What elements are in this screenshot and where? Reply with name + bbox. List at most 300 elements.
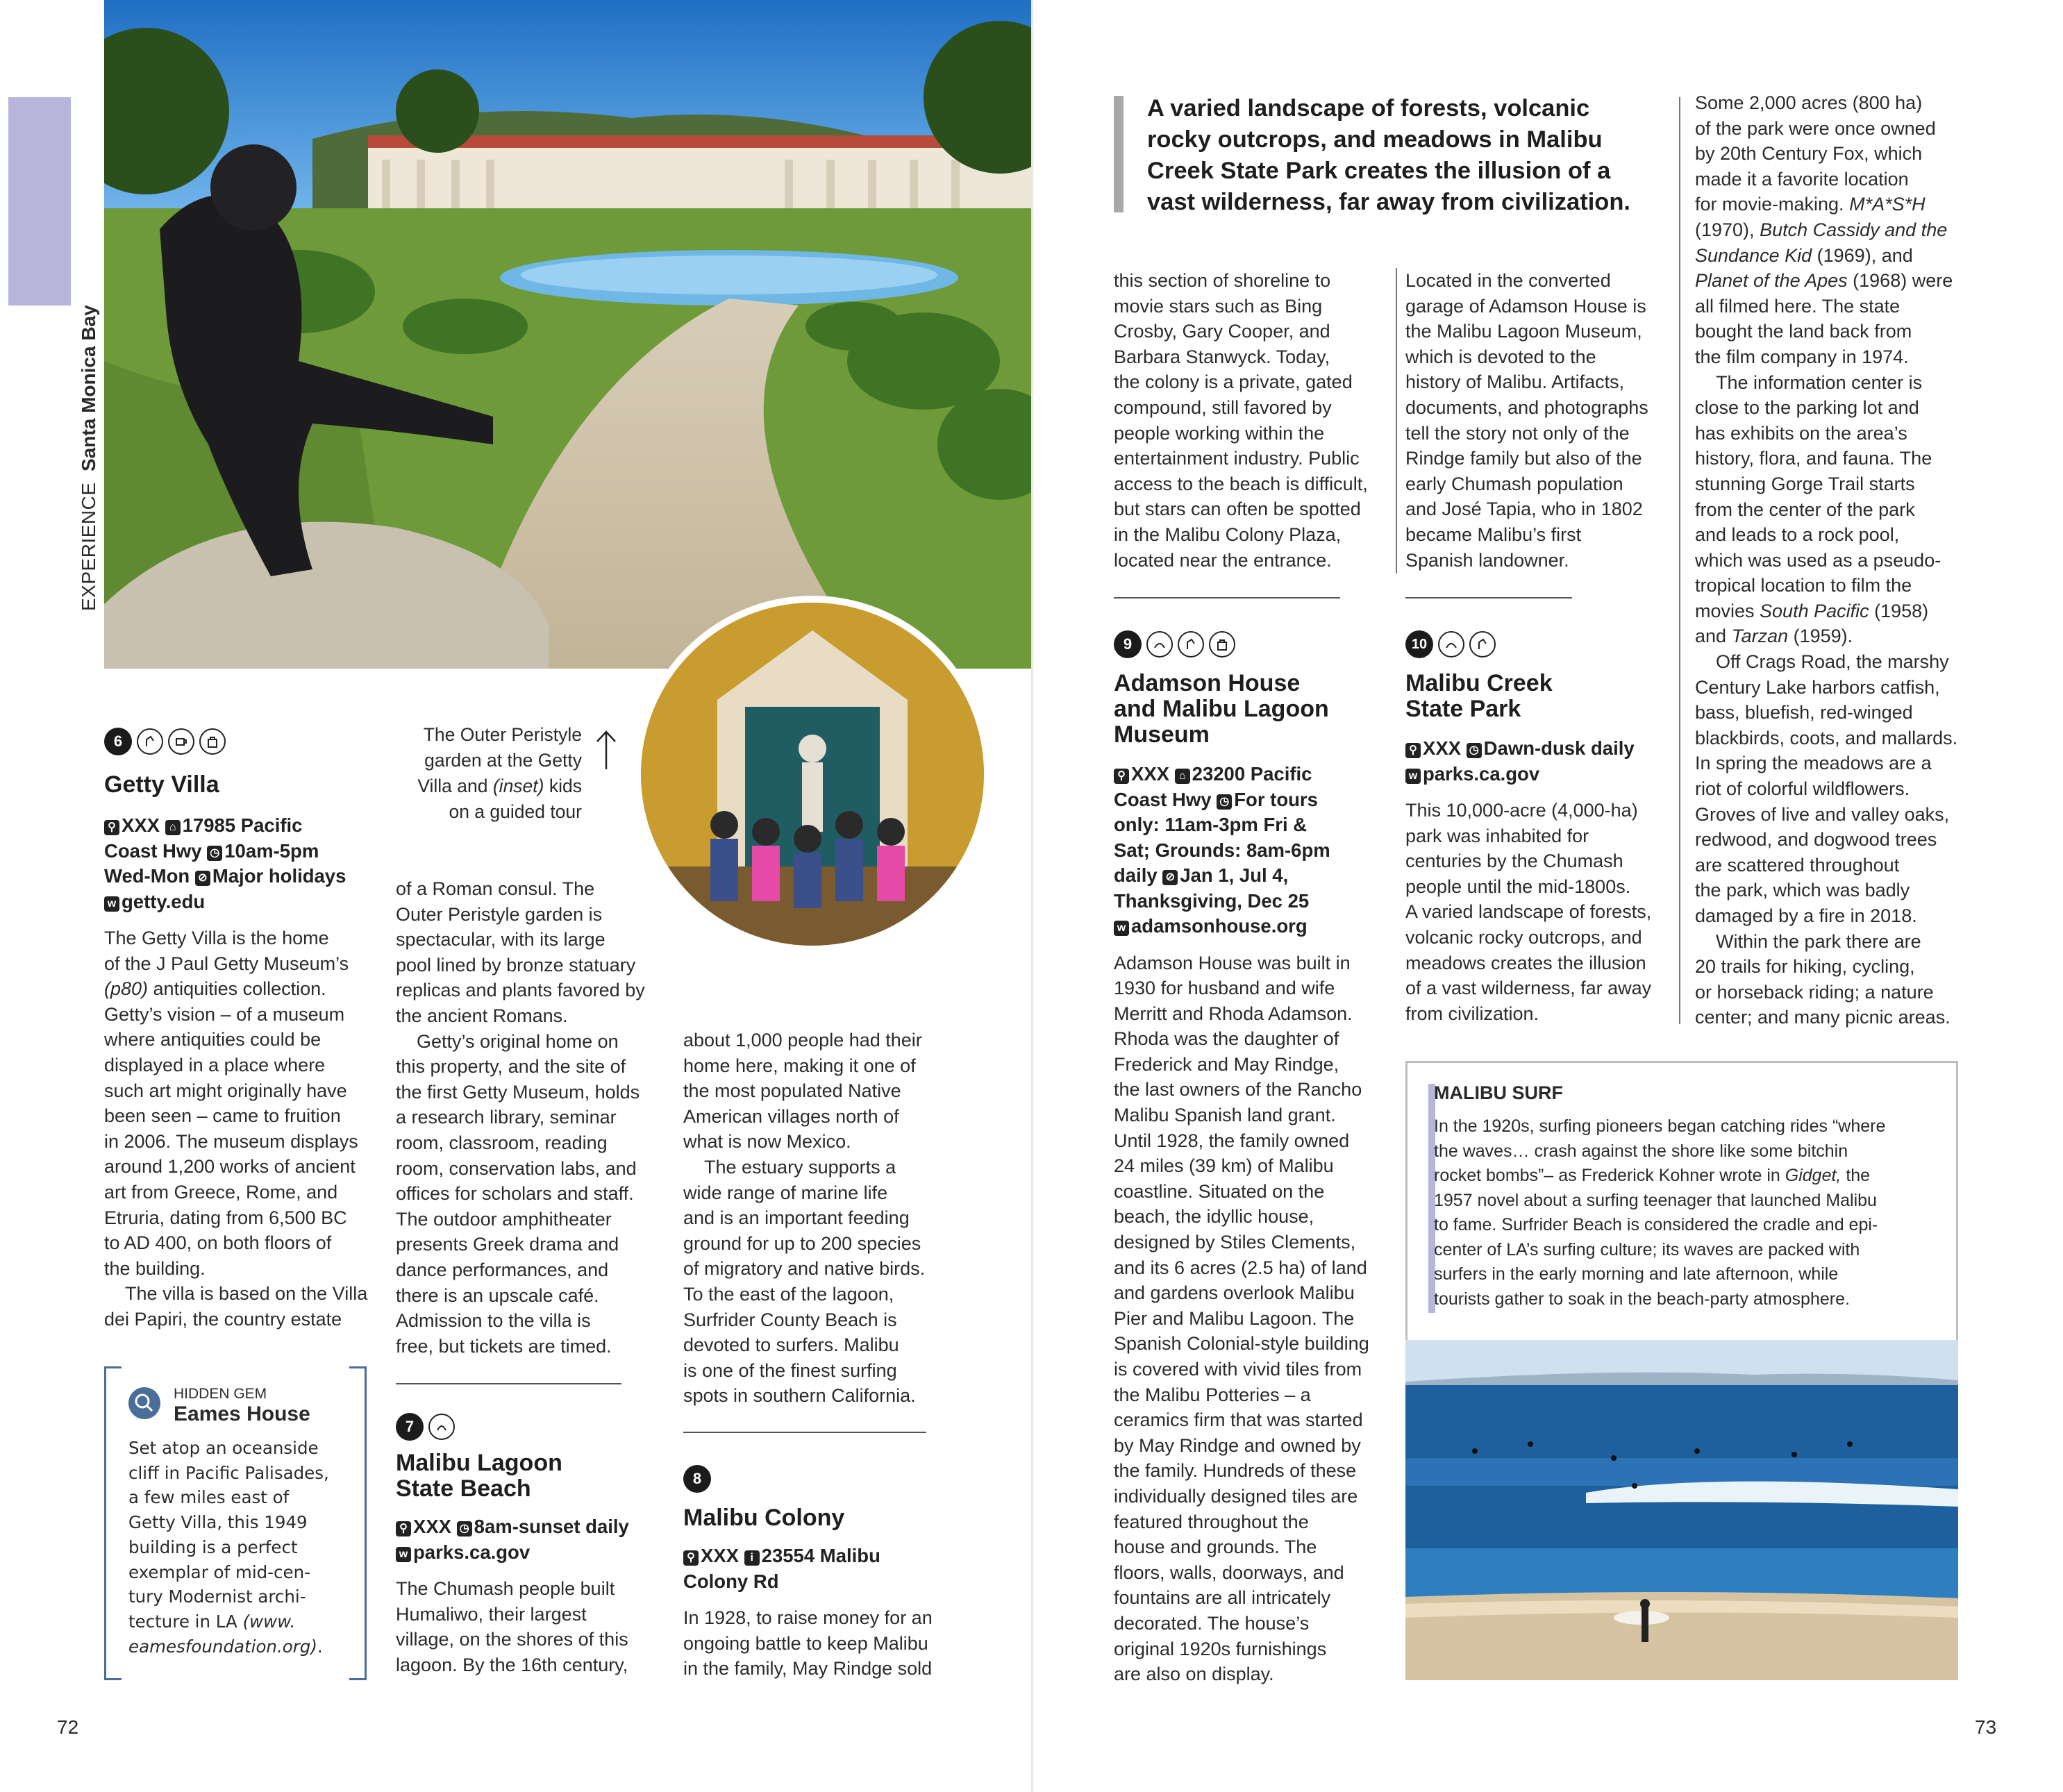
website-link[interactable]: getty.edu bbox=[122, 890, 206, 912]
text-line: Etruria, dating from 6,500 BC bbox=[104, 1207, 347, 1228]
text-line: ceramics firm that was started bbox=[1114, 1409, 1363, 1431]
text-line: tourists gather to soak in the beach-party atmosphere. bbox=[1434, 1289, 1850, 1309]
text-line: cliff in Pacific Palisades, bbox=[128, 1462, 329, 1483]
surf-photo bbox=[1405, 1340, 1958, 1680]
text-line: is covered with vivid tiles from bbox=[1114, 1359, 1362, 1380]
text-line: Groves of live and valley oaks, bbox=[1695, 803, 1950, 825]
map-ref: XXX bbox=[701, 1545, 740, 1566]
getty-body bbox=[104, 926, 368, 1332]
shop-icon bbox=[199, 728, 226, 755]
text-line: Century Lake harbors catfish, bbox=[1695, 676, 1940, 698]
paragraph bbox=[683, 1028, 961, 1155]
text-line: the film company in 1974. bbox=[1695, 346, 1909, 367]
text-line: tell the story not only of the bbox=[1405, 422, 1630, 444]
text-line: center; and many picnic areas. bbox=[1695, 1007, 1951, 1028]
running-head bbox=[74, 194, 104, 611]
text-line: are also on display. bbox=[1114, 1664, 1274, 1685]
map-ref: XXX bbox=[1131, 763, 1170, 785]
text-line: (1959). bbox=[1788, 626, 1853, 647]
hidden-gem-text bbox=[128, 1436, 358, 1659]
text-line: meadows creates the illusion bbox=[1405, 952, 1646, 973]
text-line: lagoon. By the 16th century, bbox=[396, 1654, 628, 1675]
running-head-chapter: Santa Monica Bay bbox=[78, 305, 99, 471]
text-line: this property, and the site of bbox=[396, 1056, 626, 1078]
text-line: rocket bombs”– as Frederick Kohner wrote in bbox=[1434, 1166, 1785, 1185]
quote-line: Creek State Park creates the illusion of a bbox=[1147, 158, 1611, 184]
creek-body-continued bbox=[1695, 90, 2001, 1030]
info-line bbox=[1114, 914, 1405, 939]
text-line: located near the entrance. bbox=[1114, 549, 1332, 571]
text-line: 20 trails for hiking, cycling, bbox=[1695, 956, 1915, 978]
text-line: the building. bbox=[104, 1257, 206, 1279]
paragraph bbox=[104, 1281, 368, 1332]
surf-box-title: MALIBU SURF bbox=[1434, 1082, 1563, 1103]
cafe-icon bbox=[168, 728, 194, 755]
map-pin-icon: ⚲ bbox=[683, 1550, 699, 1566]
text-line: stunning Gorge Trail starts bbox=[1695, 473, 1915, 494]
text-line: park was inhabited for bbox=[1405, 825, 1589, 846]
hours: daily bbox=[1114, 864, 1158, 886]
text-line: Set atop an oceanside bbox=[128, 1438, 319, 1458]
text-line: about 1,000 people had their bbox=[683, 1030, 922, 1050]
paragraph bbox=[683, 1155, 961, 1409]
text-line: . bbox=[317, 1636, 323, 1657]
web-icon: w bbox=[104, 896, 119, 912]
text-line: In 1928, to raise money for an bbox=[683, 1607, 933, 1628]
sight-number: 7 bbox=[396, 1413, 424, 1441]
text-line: ground for up to 200 species bbox=[683, 1232, 921, 1254]
website-link[interactable]: adamsonhouse.org bbox=[1131, 915, 1308, 937]
text-line: 1930 for husband and wife bbox=[1114, 978, 1335, 999]
text-line: Tarzan bbox=[1731, 626, 1789, 647]
text-line: bass, bluefish, red-winged bbox=[1695, 702, 1913, 723]
web-icon: w bbox=[1405, 769, 1421, 784]
text-line: the Malibu Lagoon Museum, bbox=[1405, 321, 1642, 342]
text-line: from the center of the park bbox=[1695, 499, 1915, 520]
divider bbox=[396, 1383, 621, 1384]
info-line bbox=[683, 1543, 961, 1569]
text-line: but stars can often be spotted bbox=[1114, 499, 1361, 520]
text-line: been seen – came to fruition bbox=[104, 1105, 341, 1127]
url-link: eamesfoundation.org) bbox=[128, 1636, 317, 1657]
hours: Dawn-dusk daily bbox=[1483, 737, 1635, 759]
text-line: early Chumash population bbox=[1405, 473, 1623, 494]
info-line bbox=[104, 839, 368, 864]
text-line: 1957 novel about a surfing teenager that launched Malibu bbox=[1434, 1190, 1877, 1210]
text-line: Frederick and May Rindge, bbox=[1114, 1053, 1339, 1075]
text-line: has exhibits on the area’s bbox=[1695, 422, 1907, 444]
sight-icon-row bbox=[104, 728, 368, 755]
getty-body-continued bbox=[396, 876, 667, 1359]
hours: For tours bbox=[1234, 788, 1318, 810]
getty-villa-illustration bbox=[104, 0, 1032, 669]
lagoon-body-continued bbox=[683, 1028, 961, 1409]
sight-info bbox=[104, 813, 368, 914]
title-line: State Park bbox=[1405, 696, 1521, 722]
colony-body bbox=[683, 1605, 961, 1682]
quote-line: A varied landscape of forests, volcanic bbox=[1147, 95, 1590, 122]
sight-number: 10 bbox=[1405, 630, 1433, 658]
text-line: the Malibu Potteries – a bbox=[1114, 1384, 1311, 1405]
title-line: State Beach bbox=[396, 1475, 531, 1502]
family-icon bbox=[137, 728, 163, 755]
title-line: Malibu Lagoon bbox=[396, 1450, 562, 1476]
text-line: Butch Cassidy and the bbox=[1760, 219, 1948, 240]
text-line: the waves… crash against the shore like some bitchin bbox=[1434, 1141, 1848, 1161]
text-line: American villages north of bbox=[683, 1105, 899, 1127]
text-line: the bbox=[1841, 1166, 1871, 1185]
text-line: tropical location to film the bbox=[1695, 575, 1912, 596]
text-line: people working within the bbox=[1114, 422, 1325, 444]
info-line bbox=[1114, 762, 1405, 787]
text-line: The villa is based on the Villa bbox=[125, 1283, 368, 1305]
hiking-icon bbox=[1438, 631, 1464, 658]
beach-icon bbox=[1146, 631, 1173, 658]
text-line: Located in the converted bbox=[1405, 270, 1611, 291]
text-line: and José Tapia, who in 1802 bbox=[1405, 499, 1643, 520]
text-line: and gardens overlook Malibu bbox=[1114, 1282, 1355, 1304]
paragraph bbox=[104, 926, 368, 1281]
text-line: redwood, and dogwood trees bbox=[1695, 829, 1937, 851]
sight-adamson-house bbox=[1114, 630, 1405, 1687]
page-ref: (p80) bbox=[104, 978, 149, 1000]
hidden-gem-kicker: HIDDEN GEM bbox=[174, 1386, 267, 1402]
family-icon bbox=[428, 1414, 455, 1440]
inset-illustration bbox=[641, 603, 984, 946]
text-line: M*A*S*H bbox=[1849, 194, 1926, 215]
text-line: in the family, May Rindge sold bbox=[683, 1658, 933, 1680]
text-line: Barbara Stanwyck. Today, bbox=[1114, 346, 1330, 367]
address-line: 17985 Pacific bbox=[182, 814, 303, 836]
caption-line: The Outer Peristyle bbox=[423, 724, 582, 745]
text-line: antiquities collection. bbox=[148, 978, 326, 1000]
map-pin-icon: ⚲ bbox=[104, 820, 119, 835]
text-line: Planet of the Apes bbox=[1695, 270, 1848, 292]
hours: 10am-5pm bbox=[224, 839, 319, 862]
text-line: of the J Paul Getty Museum’s bbox=[104, 953, 349, 974]
text-line: offices for scholars and staff. bbox=[396, 1183, 634, 1205]
pull-quote bbox=[1147, 93, 1675, 218]
text-line: from civilization. bbox=[1405, 1003, 1539, 1024]
hidden-gem-title: Eames House bbox=[174, 1402, 310, 1425]
text-line: dei Papiri, the country estate bbox=[104, 1308, 342, 1330]
text-line: room, classroom, reading bbox=[396, 1132, 608, 1153]
sight-title bbox=[1405, 671, 1683, 722]
text-line: center of LA’s surfing culture; its waves are packed with bbox=[1434, 1239, 1860, 1259]
text-line: displayed in a place where bbox=[104, 1054, 326, 1075]
clock-icon: ◷ bbox=[1217, 794, 1232, 810]
info-line: only: 11am-3pm Fri & bbox=[1114, 814, 1308, 835]
title-line: Adamson House bbox=[1114, 670, 1301, 696]
clock-icon: ◷ bbox=[1467, 743, 1482, 758]
text-line: all filmed here. The state bbox=[1695, 295, 1901, 317]
info-line bbox=[396, 1514, 667, 1540]
pull-quote-bar bbox=[1114, 96, 1124, 212]
text-line: which was used as a pseudo- bbox=[1695, 549, 1941, 571]
adamson-body bbox=[1114, 951, 1405, 1687]
hours: 8am-sunset daily bbox=[474, 1516, 629, 1537]
lagoon-body bbox=[396, 1576, 667, 1677]
text-line: such art might originally have bbox=[104, 1080, 347, 1101]
sight-title bbox=[1114, 671, 1405, 748]
text-line: room, conservation labs, and bbox=[396, 1157, 637, 1179]
website-link[interactable]: parks.ca.gov bbox=[413, 1541, 531, 1563]
info-line bbox=[104, 889, 368, 915]
text-line: The Getty Villa is the home bbox=[104, 928, 329, 948]
text-line: surfers in the early morning and late afternoon, while bbox=[1434, 1264, 1839, 1284]
text-line: the ancient Romans. bbox=[396, 1005, 568, 1026]
website-link[interactable]: parks.ca.gov bbox=[1423, 762, 1540, 785]
text-line: the first Getty Museum, holds bbox=[396, 1081, 640, 1103]
text-line: became Malibu’s first bbox=[1405, 524, 1582, 545]
map-ref: XXX bbox=[413, 1516, 452, 1537]
text-line: close to the parking lot and bbox=[1695, 397, 1919, 419]
address-line: 23554 Malibu bbox=[761, 1545, 880, 1566]
text-line: tury Modernist archi- bbox=[128, 1586, 306, 1607]
text-line: Crosby, Gary Cooper, and bbox=[1114, 321, 1330, 342]
text-line: or horseback riding; a nature bbox=[1695, 981, 1934, 1003]
text-line: dance performances, and bbox=[396, 1259, 609, 1280]
text-line: Outer Peristyle garden is bbox=[396, 903, 603, 925]
text-line: garage of Adamson House is bbox=[1405, 295, 1646, 317]
url-link: (www. bbox=[242, 1611, 296, 1632]
text-line: around 1,200 works of ancient bbox=[104, 1156, 356, 1178]
paragraph bbox=[1695, 929, 2001, 1030]
sight-icon-row bbox=[683, 1465, 961, 1493]
divider bbox=[1114, 597, 1340, 598]
text-line: Within the park there are bbox=[1716, 930, 1921, 952]
caption-inset: (inset) bbox=[492, 776, 544, 796]
text-line: bought the land back from bbox=[1695, 321, 1912, 342]
text-line: volcanic rocky outcrops, and bbox=[1405, 926, 1642, 948]
hidden-gem-box bbox=[104, 1366, 367, 1677]
text-line: original 1920s furnishings bbox=[1114, 1638, 1327, 1659]
caption-line: on a guided tour bbox=[449, 801, 582, 822]
map-pin-icon: ⚲ bbox=[396, 1521, 411, 1536]
map-pin-icon: ⚲ bbox=[1114, 769, 1129, 784]
closed-icon: ⊘ bbox=[1162, 870, 1178, 885]
text-line: there is an upscale café. bbox=[396, 1284, 599, 1306]
column-rule bbox=[1679, 97, 1680, 1024]
text-line: which is devoted to the bbox=[1405, 346, 1596, 367]
info-line bbox=[1405, 736, 1683, 762]
info-line bbox=[396, 1540, 667, 1566]
text-line: Gidget, bbox=[1785, 1166, 1841, 1185]
family-icon bbox=[1469, 631, 1496, 658]
info-line bbox=[1114, 787, 1405, 813]
surf-illustration bbox=[1405, 1340, 1958, 1680]
text-line: is one of the finest surfing bbox=[683, 1359, 897, 1381]
sight-malibu-lagoon bbox=[396, 1413, 667, 1677]
text-line: in 2006. The museum displays bbox=[104, 1130, 358, 1152]
title-line: and Malibu Lagoon bbox=[1114, 696, 1329, 722]
section-tab bbox=[8, 97, 71, 305]
creek-body bbox=[1405, 798, 1683, 1026]
adamson-body-continued bbox=[1405, 268, 1683, 573]
text-line: compound, still favored by bbox=[1114, 396, 1332, 418]
clock-icon: ◷ bbox=[457, 1521, 472, 1536]
text-line: in the Malibu Colony Plaza, bbox=[1114, 524, 1342, 545]
text-line: centuries by the Chumash bbox=[1405, 851, 1623, 872]
text-line: fountains are all intricately bbox=[1114, 1587, 1331, 1609]
web-icon: w bbox=[1114, 921, 1129, 936]
text-line: made it a favorite location bbox=[1695, 168, 1909, 190]
info-line bbox=[1114, 863, 1405, 889]
text-line: floors, walls, doorways, and bbox=[1114, 1561, 1344, 1583]
text-line: exemplar of mid-cen- bbox=[128, 1561, 310, 1582]
running-head-section: EXPERIENCE bbox=[78, 482, 99, 611]
family-icon bbox=[1178, 631, 1204, 658]
text-line: Surfrider County Beach is bbox=[683, 1309, 897, 1330]
sight-title: Getty Villa bbox=[104, 771, 219, 798]
address-icon: ⌂ bbox=[1175, 769, 1190, 784]
text-line: South Pacific bbox=[1760, 600, 1869, 621]
colony-body-continued bbox=[1114, 268, 1392, 573]
sight-getty-villa bbox=[104, 728, 368, 1332]
sight-title bbox=[396, 1450, 667, 1502]
photo-caption bbox=[393, 722, 582, 825]
info-line bbox=[1405, 762, 1683, 787]
text-line: for movie-making. bbox=[1695, 194, 1850, 215]
text-line: movie stars such as Bing bbox=[1114, 295, 1323, 317]
text-line: 24 miles (39 km) of Malibu bbox=[1114, 1155, 1334, 1177]
closed-icon: ⊘ bbox=[195, 871, 210, 886]
map-pin-icon: ⚲ bbox=[1405, 743, 1421, 758]
sight-title: Malibu Colony bbox=[683, 1505, 845, 1531]
text-line: replicas and plants favored by bbox=[396, 980, 645, 1001]
text-line: documents, and photographs bbox=[1405, 396, 1648, 418]
text-line: building is a perfect bbox=[128, 1536, 298, 1557]
text-line: a few miles east of bbox=[128, 1487, 290, 1508]
text-line: home here, making it one of bbox=[683, 1055, 916, 1076]
text-line: The estuary supports a bbox=[704, 1156, 896, 1178]
text-line: by May Rindge and owned by bbox=[1114, 1434, 1361, 1456]
text-line: Pier and Malibu Lagoon. The bbox=[1114, 1307, 1355, 1329]
text-line: the family. Hundreds of these bbox=[1114, 1460, 1357, 1482]
text-line: are scattered throughout bbox=[1695, 854, 1900, 876]
text-line: featured throughout the bbox=[1114, 1511, 1309, 1532]
text-line: the last owners of the Rancho bbox=[1114, 1079, 1362, 1100]
surf-box-text bbox=[1434, 1114, 1948, 1312]
paragraph bbox=[1695, 649, 2001, 929]
text-line: ongoing battle to keep Malibu bbox=[683, 1632, 928, 1654]
shop-icon bbox=[1209, 631, 1235, 658]
text-line: history of Malibu. Artifacts, bbox=[1405, 371, 1625, 393]
text-line: Some 2,000 acres (800 ha) bbox=[1695, 92, 1923, 113]
text-line: To the east of the lagoon, bbox=[683, 1283, 894, 1305]
text-line: tecture in LA bbox=[128, 1611, 243, 1632]
text-line: Merritt and Rhoda Adamson. bbox=[1114, 1003, 1353, 1024]
text-line: individually designed tiles are bbox=[1114, 1485, 1358, 1507]
info-icon: i bbox=[744, 1550, 760, 1566]
text-line: The outdoor amphitheater bbox=[396, 1208, 612, 1230]
divider bbox=[1405, 597, 1572, 598]
info-line: Colony Rd bbox=[683, 1570, 779, 1592]
text-line: of the park were once owned bbox=[1695, 117, 1936, 139]
text-line: In spring the meadows are a bbox=[1695, 753, 1932, 774]
sight-icon-row bbox=[1114, 630, 1405, 658]
text-line: and bbox=[1695, 626, 1732, 647]
text-line: decorated. The house’s bbox=[1114, 1612, 1310, 1634]
text-line: the most populated Native bbox=[683, 1080, 901, 1102]
text-line: Getty’s original home on bbox=[417, 1030, 619, 1052]
text-line: In the 1920s, surfing pioneers began catching rides “where bbox=[1434, 1116, 1886, 1136]
text-line: The Chumash people built bbox=[396, 1578, 615, 1599]
map-ref: XXX bbox=[1423, 737, 1462, 759]
text-line: movies bbox=[1695, 600, 1760, 621]
text-line: to AD 400, on both floors of bbox=[104, 1232, 332, 1254]
text-line: Rhoda was the daughter of bbox=[1114, 1028, 1339, 1050]
title-line: Museum bbox=[1114, 721, 1210, 748]
text-line: Sundance Kid bbox=[1695, 244, 1812, 266]
text-line: riot of colorful wildflowers. bbox=[1695, 778, 1910, 800]
text-line: what is now Mexico. bbox=[683, 1131, 851, 1153]
text-line: the park, which was badly bbox=[1695, 880, 1910, 901]
info-line bbox=[104, 864, 368, 889]
text-line: A varied landscape of forests, bbox=[1405, 901, 1652, 923]
text-line: and leads to a rock pool, bbox=[1695, 524, 1900, 546]
text-line: designed by Stiles Clements, bbox=[1114, 1232, 1356, 1253]
text-line: Humaliwo, their largest bbox=[396, 1603, 587, 1625]
column-rule bbox=[1396, 268, 1397, 573]
text-line: the colony is a private, gated bbox=[1114, 371, 1353, 393]
sight-number: 6 bbox=[104, 728, 132, 755]
text-line: devoted to surfers. Malibu bbox=[683, 1334, 899, 1356]
text-line: (1970), bbox=[1695, 219, 1760, 240]
text-line: by 20th Century Fox, which bbox=[1695, 143, 1923, 165]
text-line: and is an important feeding bbox=[683, 1207, 910, 1229]
text-line: of a vast wilderness, far away bbox=[1405, 978, 1652, 999]
text-line: coastline. Situated on the bbox=[1114, 1180, 1325, 1202]
text-line: (1968) were bbox=[1847, 270, 1953, 292]
map-ref: XXX bbox=[122, 814, 160, 836]
sight-number: 9 bbox=[1114, 630, 1142, 658]
text-line: The information center is bbox=[1716, 371, 1923, 393]
text-line: a research library, seminar bbox=[396, 1107, 617, 1128]
inset-photo-kids-tour bbox=[634, 596, 991, 953]
text-line: people until the mid-1800s. bbox=[1405, 876, 1631, 897]
text-line: beach, the idyllic house, bbox=[1114, 1206, 1314, 1228]
text-line: of migratory and native birds. bbox=[683, 1258, 926, 1280]
text-line: where antiquities could be bbox=[104, 1029, 321, 1050]
sight-info bbox=[396, 1514, 667, 1565]
text-line: Getty’s vision – of a museum bbox=[104, 1003, 345, 1025]
text-line: entertainment industry. Public bbox=[1114, 448, 1360, 469]
caption-line: garden at the Getty bbox=[424, 750, 582, 771]
clock-icon: ◷ bbox=[207, 846, 222, 861]
closed: Jan 1, Jul 4, bbox=[1180, 864, 1289, 886]
page-gutter bbox=[1031, 0, 1033, 1792]
sight-icon-row bbox=[396, 1413, 667, 1441]
paragraph bbox=[396, 876, 667, 1029]
quote-line: rocky outcrops, and meadows in Malibu bbox=[1147, 126, 1603, 153]
text-line: Off Crags Road, the marshy bbox=[1716, 651, 1949, 673]
text-line: (1958) bbox=[1869, 600, 1929, 621]
text-line: Spanish Colonial-style building bbox=[1114, 1333, 1369, 1355]
text-line: art from Greece, Rome, and bbox=[104, 1181, 338, 1203]
info-line: Thanksgiving, Dec 25 bbox=[1114, 889, 1310, 912]
text-line: Rindge family but also of the bbox=[1405, 448, 1642, 469]
text-line: house and grounds. The bbox=[1114, 1536, 1317, 1558]
text-line: Getty Villa, this 1949 bbox=[128, 1512, 308, 1533]
web-icon: w bbox=[396, 1547, 411, 1562]
text-line: Spanish landowner. bbox=[1405, 549, 1569, 571]
info-line bbox=[104, 813, 368, 839]
sight-info bbox=[1114, 762, 1405, 939]
text-line: blackbirds, coots, and mallards. bbox=[1695, 727, 1958, 748]
sight-icon-row bbox=[1405, 630, 1683, 658]
text-line: history, flora, and fauna. The bbox=[1695, 448, 1932, 469]
